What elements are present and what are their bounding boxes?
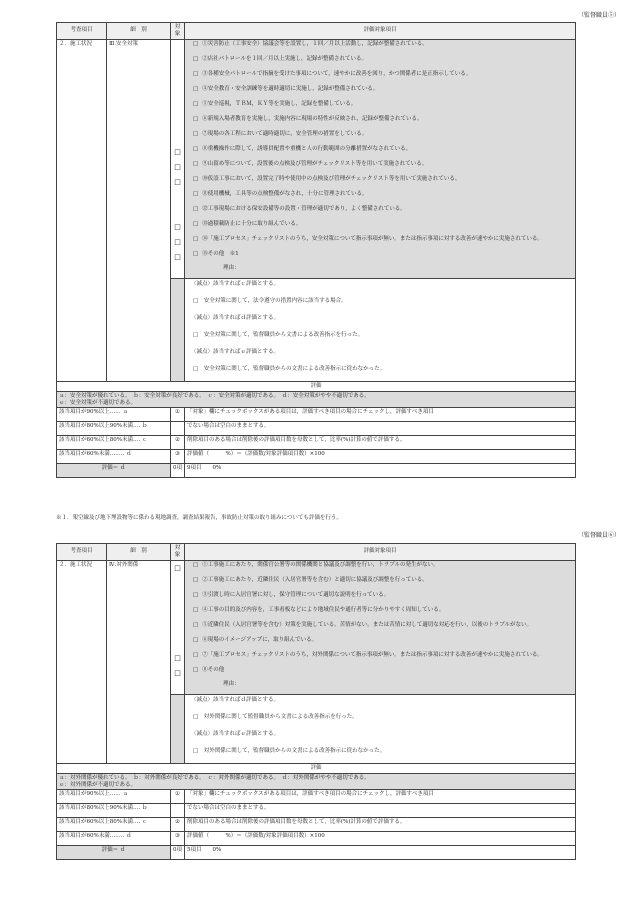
- item-text: ⑪使用機械，工具等の点検整備がなされ，十分に管理されている。: [202, 190, 368, 197]
- score-row: 該当項目が60%以上80%未満‥‥ ｃ: [57, 818, 171, 832]
- deductions-cell: [185, 278, 576, 381]
- item-checkbox[interactable]: □: [193, 160, 199, 167]
- item-text: ⑭「施工プロセス」チェックリストのうち，安全対策について指示事項が無い。または指示事項に対する改善が速やかに実施されている。: [202, 235, 543, 242]
- item-text: ⑦現場の各工程において適時適切に，安全管理の措置をしている。: [202, 130, 368, 137]
- deduction-checkbox[interactable]: □: [193, 331, 204, 338]
- item-checkbox[interactable]: □: [193, 651, 199, 658]
- eval-item: [185, 70, 575, 85]
- header-exam-item: 考査項目: [57, 23, 107, 40]
- eval-item: [185, 636, 575, 651]
- target-checkbox[interactable]: □: [174, 563, 181, 572]
- item-text: ③引渡し時に入居官署に対し，保守管理について適切な説明を行っている。: [202, 591, 390, 598]
- eval-title: 評価: [57, 763, 576, 773]
- target-checkbox: [171, 40, 184, 55]
- score-row: 該当項目が60%未満‥‥‥‥ ｄ: [57, 450, 171, 464]
- eval-item: [185, 591, 575, 606]
- item-checkbox[interactable]: □: [193, 591, 199, 598]
- deduction-text: 安全対策に関して，監督職員からの文書による改善指示に従わなかった。: [203, 365, 386, 372]
- eval-item: [185, 190, 575, 205]
- eval-item: [185, 85, 575, 100]
- deduction-text: 安全対策に関して，法令遵守の措置内容に該当する場合。: [203, 297, 347, 304]
- result-summary: 5項目 0%: [185, 846, 576, 860]
- deductions-cell: [185, 694, 576, 763]
- item-text: ⑧その他: [202, 666, 225, 673]
- category-cell: ２．施工状況: [57, 39, 107, 381]
- score-row: 該当項目が60%以上80%未満‥‥ ｃ: [57, 436, 171, 450]
- target-checkbox: [171, 606, 184, 621]
- target-column: [171, 560, 185, 694]
- deduction-text: 〈減点〉該当すればｄ評価とする。: [191, 314, 280, 321]
- eval-item: [185, 651, 575, 666]
- deduction-text: 安全対策に関して，監督職員から文書による改善指示を行った。: [203, 331, 364, 338]
- item-checkbox[interactable]: □: [193, 145, 199, 152]
- note-item: 評価値（ %）＝（評価数/対象評価項目数）×100: [185, 450, 576, 464]
- page-tag: （監督職員⑥）: [577, 532, 620, 539]
- deduction-text: 〈減点〉該当すればｃ評価とする。: [191, 280, 280, 287]
- eval-item: [185, 621, 575, 636]
- deduction-item: [185, 746, 575, 763]
- deduction-heading: [185, 347, 575, 364]
- item-checkbox[interactable]: □: [193, 220, 199, 227]
- reason-label: 理由：: [223, 264, 240, 271]
- subcategory-cell: Ⅳ.対外関係: [107, 560, 171, 763]
- score-row: 該当項目が80%以上90%未満‥‥ ｂ: [57, 804, 171, 818]
- eval-item: [185, 100, 575, 115]
- item-checkbox[interactable]: □: [193, 175, 199, 182]
- item-checkbox[interactable]: □: [193, 621, 199, 628]
- eval-item: [185, 220, 575, 235]
- result-count: 0項: [171, 464, 185, 478]
- deduction-heading: [185, 729, 575, 746]
- item-checkbox[interactable]: □: [193, 666, 199, 673]
- item-text: ⑫工事現場における保安設備等の設置・管理が適切であり，よく整備されている。: [202, 205, 406, 212]
- header-detail: 細 別: [107, 544, 171, 561]
- item-checkbox[interactable]: □: [193, 70, 199, 77]
- result-count: 0項: [171, 846, 185, 860]
- eval-item: [185, 250, 575, 265]
- header-target: 対象: [171, 23, 185, 40]
- note-item: 「対象」欄にチェックボックスがある項目は，評価すべき項目の場合にチェックし，評価すべき項目: [185, 408, 576, 422]
- note-item: 評価値（ %）＝（評価数/対象評価項目数）×100: [185, 832, 576, 846]
- item-text: ⑨山留め等について，設置後の点検及び管理がチェックリスト等を用いて実施されている。: [202, 160, 428, 167]
- eval-title: 評価: [57, 381, 576, 391]
- eval-item: [185, 606, 575, 621]
- reason-label: 理由：: [223, 680, 240, 687]
- note-item: 削除項目のある場合は削除後の評価項目数を母数として，比率(%)計算の値で評価する。: [185, 818, 576, 832]
- item-checkbox[interactable]: □: [193, 190, 199, 197]
- eval-item: [185, 160, 575, 175]
- header-exam-item: 考査項目: [57, 544, 107, 561]
- page-tag: （監督職員⑤）: [577, 12, 620, 19]
- target-checkbox[interactable]: □: [174, 177, 181, 186]
- item-checkbox[interactable]: □: [193, 130, 199, 137]
- deduction-item: [185, 296, 575, 313]
- target-checkbox[interactable]: □: [174, 162, 181, 171]
- item-text: ①災害防止（工事安全）協議会等を設置し，１回／月以上活動し，記録が整備されている。: [202, 40, 428, 47]
- target-checkbox: [171, 100, 184, 115]
- header-eval-items: 評価対象項目: [185, 23, 576, 40]
- target-checkbox[interactable]: □: [174, 222, 181, 231]
- deduction-text: 〈減点〉該当すればｅ評価とする。: [191, 730, 280, 737]
- note-item: でない場合は空白のままとする。: [185, 422, 576, 436]
- item-text: ⑥新規入場者教育を実施し，実施内容に現場の特性が反映され，記録が整備されている。: [202, 115, 423, 122]
- item-text: ②工事施工にあたり，近隣住民（入居官署等を含む）と適切に協議及び調整を行っている。: [202, 576, 428, 583]
- note-item: 「対象」欄にチェックボックスがある項目は，評価すべき項目の場合にチェックし，評価すべき項目: [185, 790, 576, 804]
- deduction-checkbox[interactable]: □: [193, 297, 204, 304]
- eval-item: [185, 561, 575, 576]
- evaluation-table-safety: 考査項目 細 別 対象 評価対象項目 ２．施工状況 Ⅲ.安全対策 □ □ □ □ □ □ □ ①災害防止（工事安全）協議会等を設置し，１回／月以上活動し，記録が整備されている。 □ ②店社パトロールを１回／月以上実施し，記録が整備されている。 □ ③各種安全パトロールで指摘を受けた事項について，速やかに改善を図り，かつ関係者に是正指示している。 □ ④安全教育・安全訓練等を適時適切に実施し，記録が整備されている。 □ ⑤安全巡視，ＴＢＭ，ＫＹ等を実施し，記録を整備している。 □ ⑥新規入場者教育を実施し，実施内容に現場の特性が反映され，記録が整備されている。 □ ⑦現場の各工程において適時適切に，安全管理の措置をしている。 □ ⑧重機操作に際して，誘導員配置や重機と人の行動範囲の分離措置がなされている。 □ ⑨山留め等について，設置後の点検及び管理がチェックリスト等を用いて実施されている。 □ ⑩仮設工事において，設置完了時や使用中の点検及び管理がチェックリスト等を用いて実施されている。 □ ⑪使用機械，工具等の点検整備がなされ，十分に管理されている。 □ ⑫工事現場における保安設備等の設置・管理が適切であり，よく整備されている。 □ ⑬過積載防止に十分に取り組んでいる。 □ ⑭「施工プロセス」チェックリストのうち，安全対策について指示事項が無い。または指示事項に対する改善が速やかに実施されている。 □ ⑮その他 ※1 理由： 〈減点〉該当すればｃ評価とする。 □ 安全対策に関して，法令遵守の措置内容に該当する場合。 〈減点〉該当すればｄ評価とする。 □ 安全対策に関して，監督職員から文書による改善指示を行った。 〈減点〉該当すればｅ評価とする。 □ 安全対策に関して，監督職員からの文書による改善指示に従わなかった。 評価 ａ：安全対策が優れている。 ｂ：安全対策が良好である。 ｃ：安全対策が適切である。 ｄ：安全対策がやや不適切である。 ｅ：安全対策が不適切である。 該当項目が90%以上‥‥‥ ａ ① 「対象」欄にチェックボックスがある項目は，評価すべき項目の場合にチェックし，評価すべき項目 該当項目が80%以上90%未満‥‥ ｂ でない場合は空白のままとする。 該当項目が60%以上80%未満‥‥ ｃ ② 削除項目のある場合は削除後の評価項目数を母数として，比率(%)計算の値で評価する。 該当項目が60%未満‥‥‥‥ ｄ ③ 評価値（ %）＝（評価数/対象評価項目数）×100 評価＝ ｄ 0項 9項目 0%: [56, 22, 576, 478]
- header-detail: 細 別: [107, 23, 171, 40]
- eval-item: [185, 175, 575, 190]
- items-cell: [185, 39, 576, 278]
- eval-item: [185, 115, 575, 130]
- item-text: ⑬過積載防止に十分に取り組んでいる。: [202, 220, 302, 227]
- target-checkbox: [171, 576, 184, 591]
- item-checkbox[interactable]: □: [193, 85, 199, 92]
- eval-item: [185, 145, 575, 160]
- item-text: ②店社パトロールを１回／月以上実施し，記録が整備されている。: [202, 55, 367, 62]
- target-checkbox[interactable]: □: [174, 147, 181, 156]
- deduction-heading: [185, 313, 575, 330]
- item-text: ④安全教育・安全訓練等を適時適切に実施し，記録が整備されている。: [202, 85, 379, 92]
- deduction-checkbox[interactable]: □: [193, 365, 204, 372]
- item-checkbox[interactable]: □: [193, 115, 199, 122]
- item-text: ⑩仮設工事において，設置完了時や使用中の点検及び管理がチェックリスト等を用いて実施されている。: [202, 175, 461, 182]
- target-checkbox[interactable]: □: [174, 668, 181, 677]
- score-row: 該当項目が90%以上‥‥‥ ａ: [57, 790, 171, 804]
- item-checkbox[interactable]: □: [193, 636, 199, 643]
- item-text: ③各種安全パトロールで指摘を受けた事項について，速やかに改善を図り，かつ関係者に是正指示している。: [202, 70, 472, 77]
- result-summary: 9項目 0%: [185, 464, 576, 478]
- score-row: 該当項目が60%未満‥‥‥‥ ｄ: [57, 832, 171, 846]
- target-checkbox: [171, 70, 184, 85]
- item-checkbox[interactable]: □: [193, 561, 199, 568]
- deduction-text: 対外関係に関して，監督職員からの文書による改善指示に従わなかった。: [203, 747, 386, 754]
- note-item: でない場合は空白のままとする。: [185, 804, 576, 818]
- item-checkbox[interactable]: □: [193, 576, 199, 583]
- item-checkbox[interactable]: □: [193, 205, 199, 212]
- eval-item: [185, 40, 575, 55]
- note-item: 削除項目のある場合は削除後の評価項目数を母数として，比率(%)計算の値で評価する。: [185, 436, 576, 450]
- item-checkbox[interactable]: □: [193, 40, 199, 47]
- eval-item: [185, 235, 575, 250]
- evaluation-table-external: 考査項目 細 別 対象 評価対象項目 ２．施工状況 Ⅳ.対外関係 □ □ □ □ ①工事施工にあたり，関係官公署等の関係機関と協議及び調整を行い，トラブルの発生がない。 □ ②工事施工にあたり，近隣住民（入居官署等を含む）と適切に協議及び調整を行っている。 □ ③引渡し時に入居官署に対し，保守管理について適切な説明を行っている。 □ ④工事の目的及び内容を，工事看板などにより地域住民や通行者等に分かりやすく周知している。 □ ⑤近隣住民（入居官署等を含む）対策を実施している。苦情がない。または苦情に対して適切な対応を行い，以後のトラブルがない。 □ ⑥現場のイメージアップに，取り組んでいる。 □ ⑦「施工プロセス」チェックリストのうち，対外関係について指示事項が無い。または指示事項に対する改善が速やかに実施されている。 □ ⑧その他 理由： 〈減点〉該当すればｄ評価とする。 □ 対外関係に関して監督職員から文書による改善指示を行った。 〈減点〉該当すればｅ評価とする。 □ 対外関係に関して，監督職員からの文書による改善指示に従わなかった。 評価 ａ：対外関係が優れている。 ｂ：対外関係が良好である。 ｃ：対外関係が適切である。 ｄ：対外関係がやや不適切である。 ｅ：対外関係が不適切である。 該当項目が90%以上‥‥‥ ａ ① 「対象」欄にチェックボックスがある項目は，評価すべき項目の場合にチェックし，評価すべき項目 該当項目が80%以上90%未満‥‥ ｂ でない場合は空白のままとする。 該当項目が60%以上80%未満‥‥ ｃ ② 削除項目のある場合は削除後の評価項目数を母数として，比率(%)計算の値で評価する。 該当項目が60%未満‥‥‥‥ ｄ ③ 評価値（ %）＝（評価数/対象評価項目数）×100 評価＝ ｄ 0項 5項目 0%: [56, 543, 576, 860]
- target-checkbox: [171, 205, 184, 220]
- score-row: 該当項目が90%以上‥‥‥ ａ: [57, 408, 171, 422]
- item-text: ①工事施工にあたり，関係官公署等の関係機関と協議及び調整を行い，トラブルの発生がない。: [202, 561, 439, 568]
- item-text: ⑤近隣住民（入居官署等を含む）対策を実施している。苦情がない。または苦情に対して適切な対応を行い，以後のトラブルがない。: [202, 621, 532, 628]
- deduction-text: 〈減点〉該当すればｅ評価とする。: [191, 348, 280, 355]
- target-checkbox: [171, 115, 184, 130]
- deduction-checkbox[interactable]: □: [193, 713, 204, 720]
- item-text: ⑧重機操作に際して，誘導員配置や重機と人の行動範囲の分離措置がなされている。: [202, 145, 412, 152]
- target-column: [171, 39, 185, 278]
- item-text: ⑤安全巡視，ＴＢＭ，ＫＹ等を実施し，記録を整備している。: [202, 100, 357, 107]
- target-checkbox[interactable]: □: [174, 252, 181, 261]
- target-checkbox[interactable]: □: [174, 653, 181, 662]
- deduction-item: [185, 364, 575, 381]
- target-checkbox[interactable]: □: [174, 237, 181, 246]
- score-row: 該当項目が80%以上90%未満‥‥ ｂ: [57, 422, 171, 436]
- deduction-heading: [185, 695, 575, 712]
- item-text: ④工事の目的及び内容を，工事看板などにより地域住民や通行者等に分かりやすく周知している。: [202, 606, 445, 613]
- header-eval-items: 評価対象項目: [185, 544, 576, 561]
- eval-item: [185, 130, 575, 145]
- eval-item: [185, 666, 575, 681]
- footnote: ※１．架空線及び地下埋設物等に係わる現地調査，調査結果報告，事故防止対策の取り組みについても評価を行う。: [56, 515, 342, 521]
- header-target: 対象: [171, 544, 185, 561]
- item-checkbox[interactable]: □: [193, 100, 199, 107]
- result-label: 評価＝ ｄ: [57, 464, 171, 478]
- item-text: ⑥現場のイメージアップに，取り組んでいる。: [202, 636, 318, 643]
- item-text: ⑮その他 ※1: [202, 250, 239, 257]
- deduction-text: 〈減点〉該当すればｄ評価とする。: [191, 696, 280, 703]
- item-checkbox[interactable]: □: [193, 250, 199, 257]
- item-checkbox[interactable]: □: [193, 235, 199, 242]
- item-checkbox[interactable]: □: [193, 55, 199, 62]
- target-checkbox: [171, 190, 184, 205]
- target-checkbox: [171, 55, 184, 70]
- target-checkbox: [171, 130, 184, 145]
- deduction-heading: [185, 279, 575, 296]
- subcategory-cell: Ⅲ.安全対策: [107, 39, 171, 381]
- grade-definitions: ａ：対外関係が優れている。 ｂ：対外関係が良好である。 ｃ：対外関係が適切である。 ｄ：対外関係がやや不適切である。 ｅ：対外関係が不適切である。: [57, 773, 576, 790]
- deduction-text: 対外関係に関して監督職員から文書による改善指示を行った。: [203, 713, 358, 720]
- deduction-item: [185, 712, 575, 729]
- deduction-item: [185, 330, 575, 347]
- eval-item: [185, 205, 575, 220]
- target-checkbox: [171, 636, 184, 651]
- item-checkbox[interactable]: □: [193, 606, 199, 613]
- item-text: ⑦「施工プロセス」チェックリストのうち，対外関係について指示事項が無い。または指示事項に対する改善が速やかに実施されている。: [202, 651, 543, 658]
- result-label: 評価＝ ｄ: [57, 846, 171, 860]
- items-cell: [185, 560, 576, 694]
- target-checkbox: [171, 85, 184, 100]
- target-checkbox: [171, 591, 184, 606]
- grade-definitions: ａ：安全対策が優れている。 ｂ：安全対策が良好である。 ｃ：安全対策が適切である。 ｄ：安全対策がやや不適切である。 ｅ：安全対策が不適切である。: [57, 391, 576, 408]
- target-checkbox: [171, 621, 184, 636]
- category-cell: ２．施工状況: [57, 560, 107, 763]
- eval-item: [185, 55, 575, 70]
- deduction-checkbox[interactable]: □: [193, 747, 204, 754]
- eval-item: [185, 576, 575, 591]
